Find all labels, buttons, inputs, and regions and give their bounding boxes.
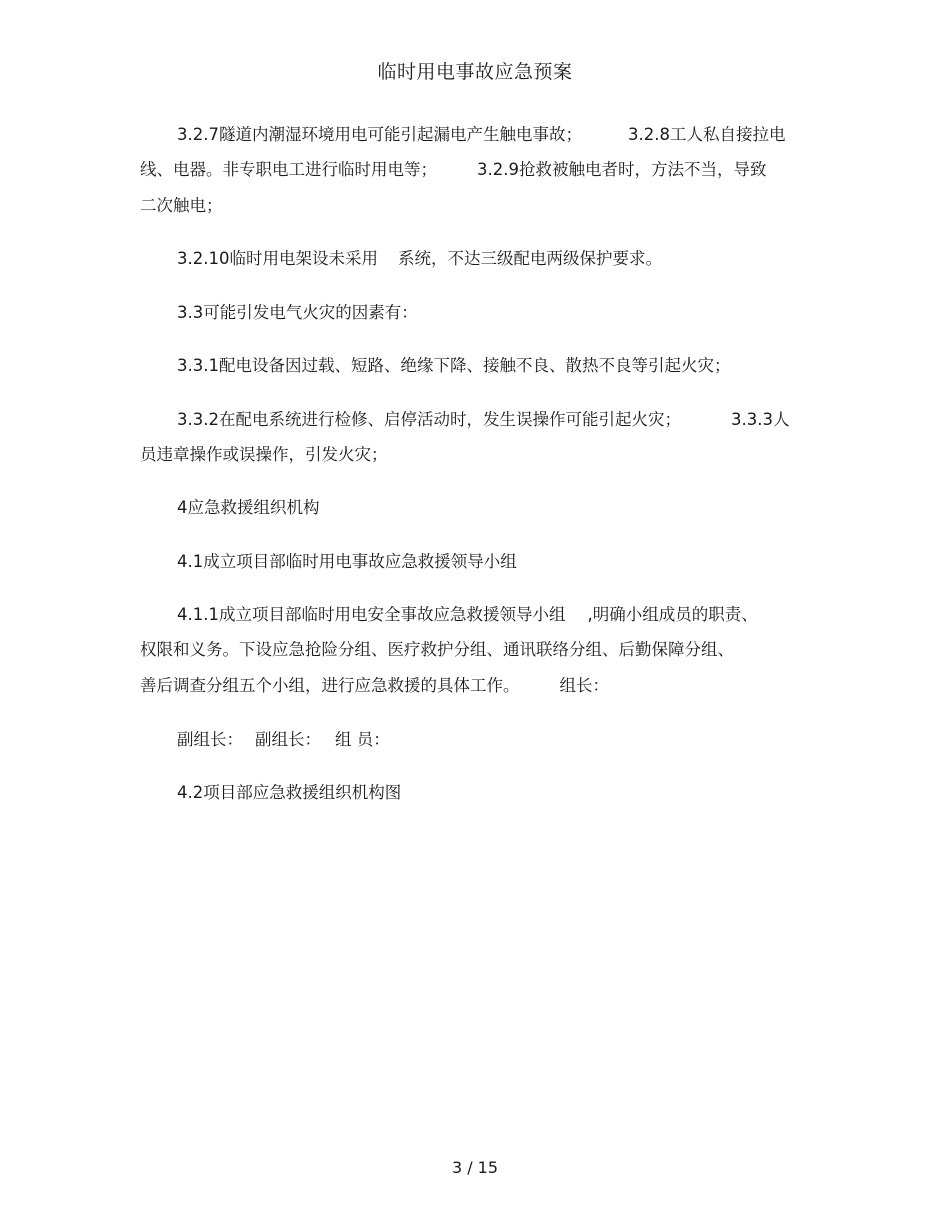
text-segment: 3.3.2在配电系统进行检修、启停活动时，发生误操作可能引起火灾； <box>177 410 681 429</box>
paragraph-line: 权限和义务。下设应急抢险分组、医疗救护分组、通讯联络分组、后勤保障分组、 <box>140 640 734 659</box>
text-segment: 3.2.7隧道内潮湿环境用电可能引起漏电产生触电事故； <box>177 125 582 144</box>
paragraph-line: 3.3.1配电设备因过载、短路、绝缘下降、接触不良、散热不良等引起火灾； <box>177 356 731 375</box>
text-segment: 善后调查分组五个小组，进行应急救援的具体工作。 <box>140 676 520 695</box>
section-heading: 3.3可能引发电气火灾的因素有： <box>177 303 418 322</box>
text-segment: 3.2.9抢救被触电者时，方法不当，导致 <box>477 160 767 179</box>
role-label: 组 员： <box>335 730 390 749</box>
paragraph-line <box>177 728 390 752</box>
text-segment: 系统，不达三级配电两级保护要求。 <box>397 249 662 268</box>
page-title: 临时用电事故应急预案 <box>377 61 573 83</box>
text-segment: 线、电器。非专职电工进行临时用电等； <box>140 160 437 179</box>
paragraph-line: 二次触电； <box>140 196 223 215</box>
text-segment: 4.1.1成立项目部临时用电安全事故应急救援领导小组 <box>177 605 566 624</box>
paragraph-line <box>140 674 609 698</box>
text-segment: 3.2.8工人私自接拉电 <box>627 125 786 144</box>
paragraph-line <box>177 123 785 147</box>
text-segment: 组长： <box>559 676 609 695</box>
page-number: 3 / 15 <box>451 1158 499 1177</box>
text-segment: ,明确小组成员的职责、 <box>587 605 758 624</box>
section-heading: 4.1成立项目部临时用电事故应急救援领导小组 <box>177 552 517 571</box>
section-heading: 4.2项目部应急救援组织机构图 <box>177 783 402 802</box>
role-label: 副组长： <box>177 730 243 749</box>
paragraph-line <box>177 603 758 627</box>
role-label: 副组长： <box>255 730 321 749</box>
paragraph-line: 员违章操作或误操作，引发火灾； <box>140 445 388 464</box>
text-segment: 3.3.3人 <box>730 410 790 429</box>
paragraph-line <box>140 158 766 182</box>
section-heading: 4应急救援组织机构 <box>177 498 320 517</box>
paragraph-line <box>177 408 789 432</box>
text-segment: 3.2.10临时用电架设未采用 <box>177 249 378 268</box>
paragraph-line <box>177 247 662 271</box>
